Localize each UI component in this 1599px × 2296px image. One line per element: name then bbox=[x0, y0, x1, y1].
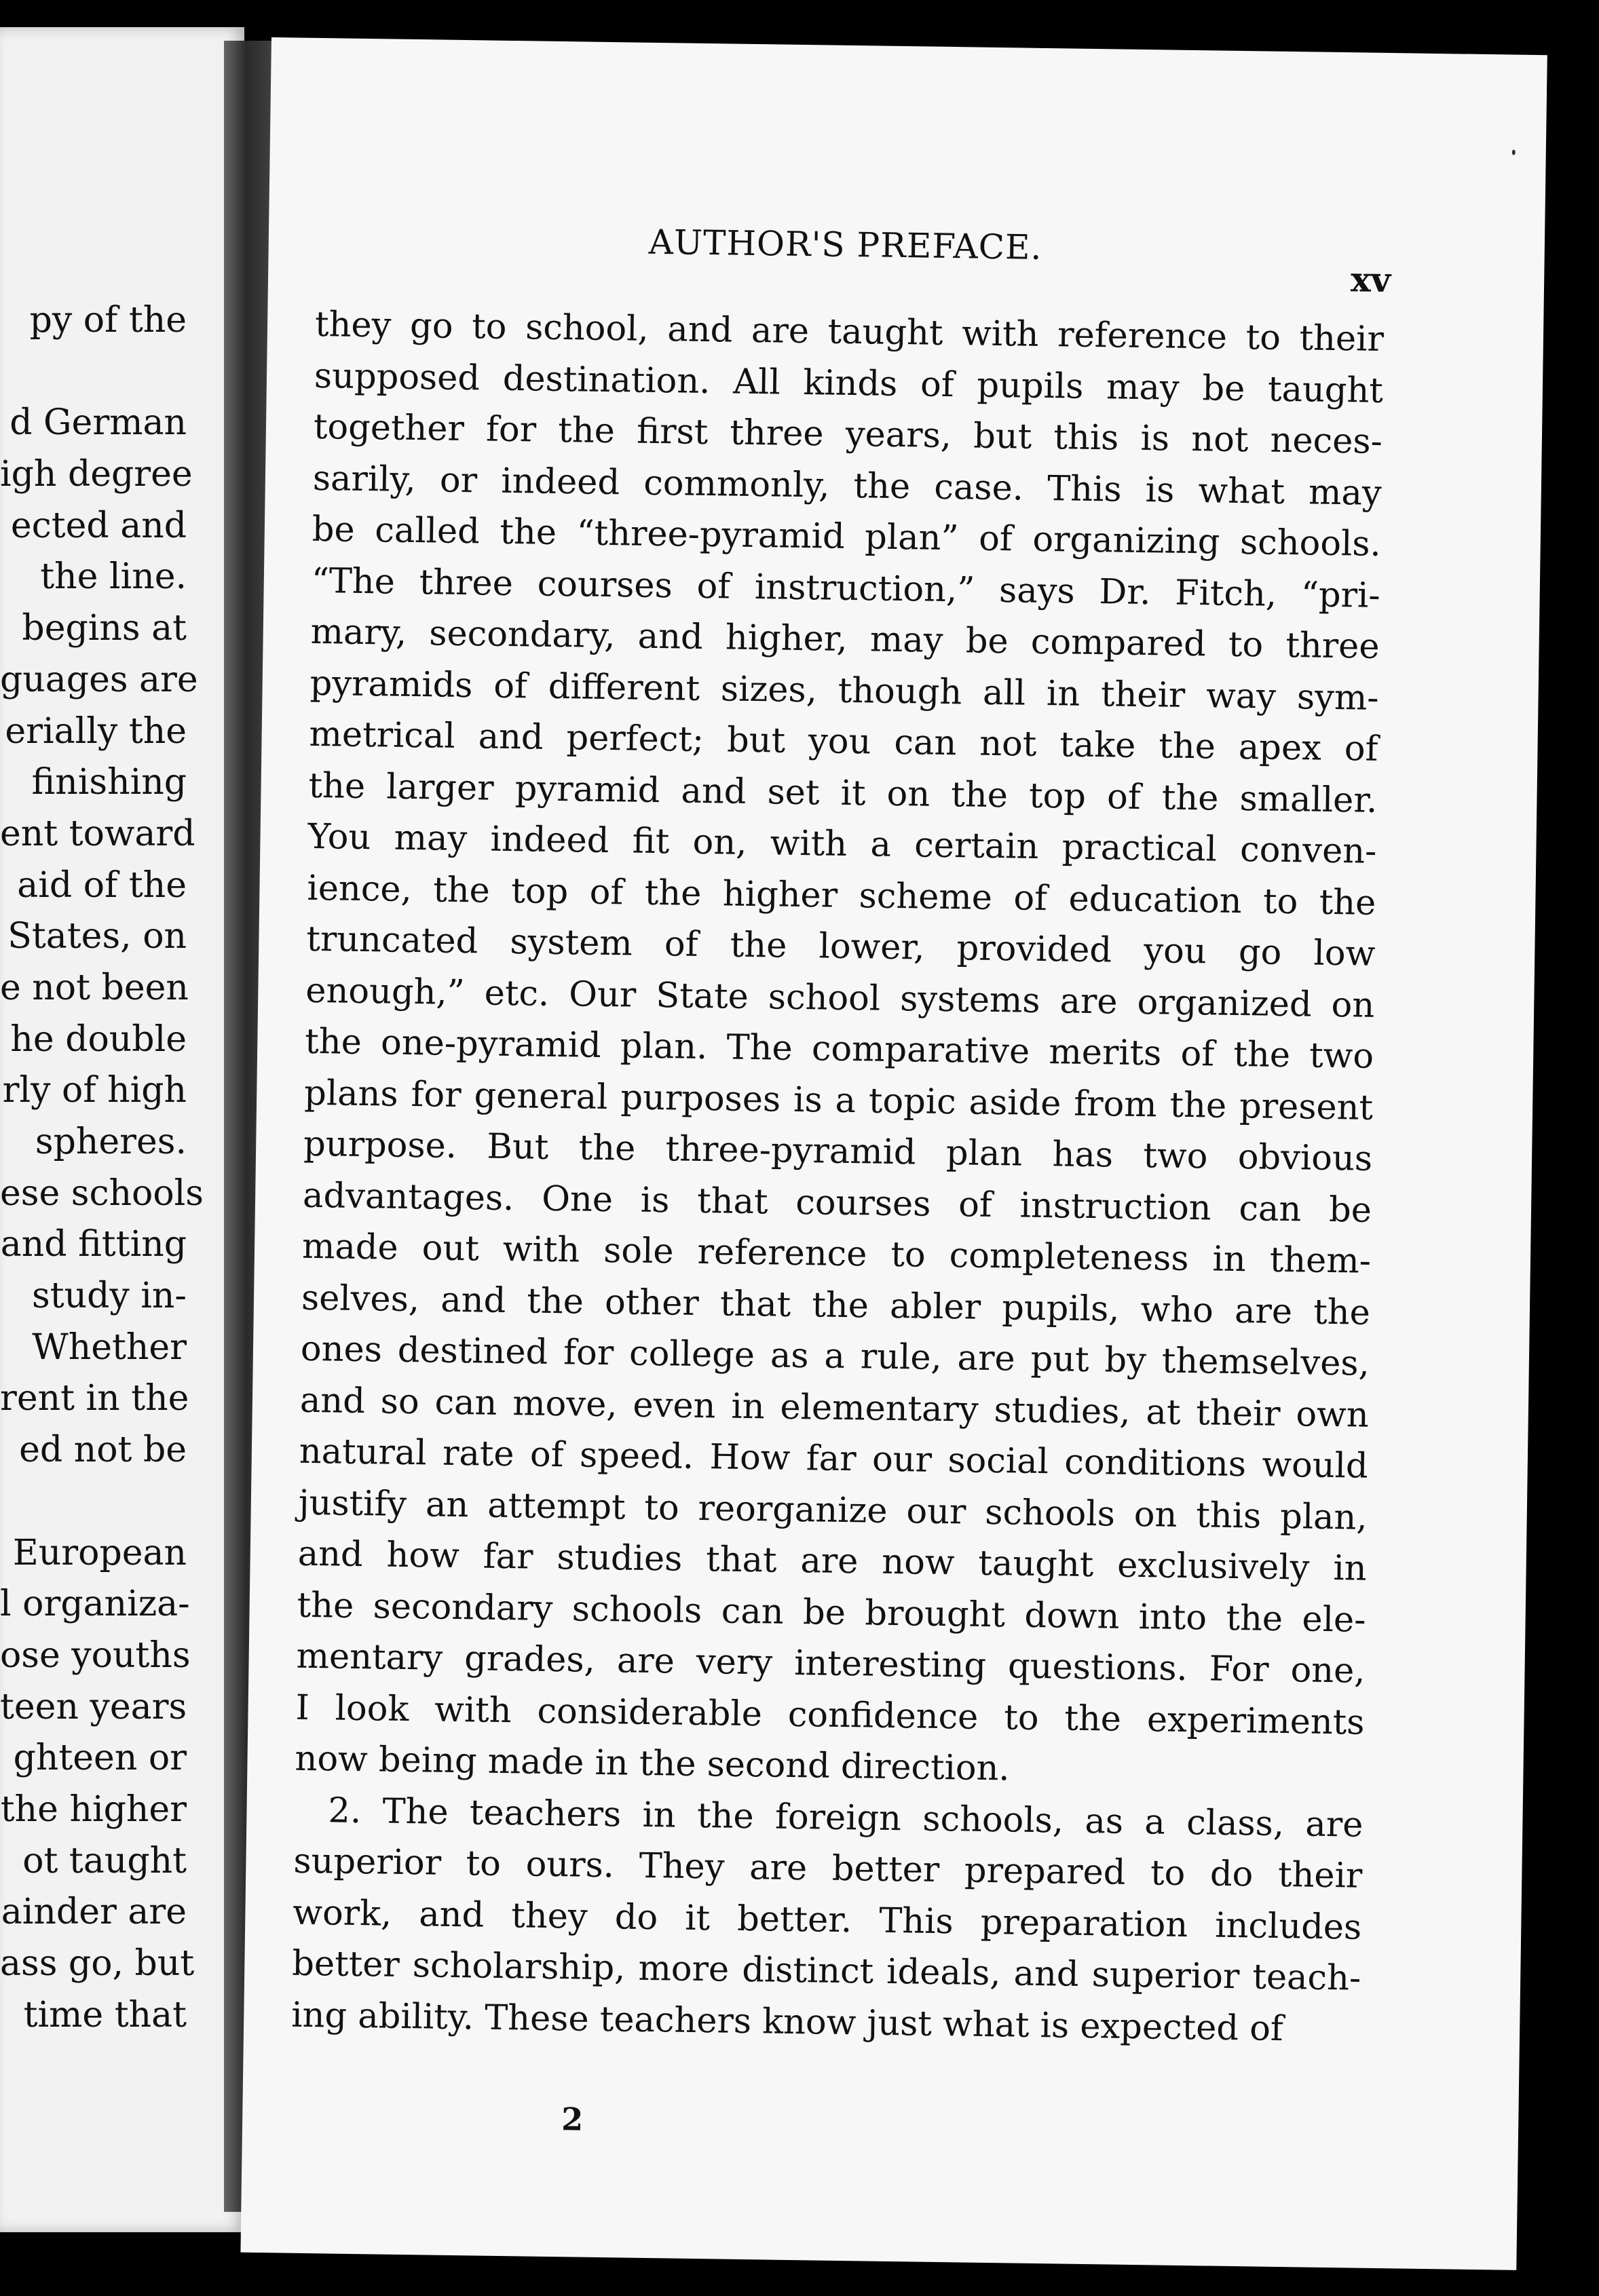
left-fragment-line: ot taught bbox=[22, 1840, 187, 1881]
left-fragment-line: European bbox=[12, 1532, 187, 1573]
text-line: justify an attempt to reorganize our schools on this plan, bbox=[298, 1482, 1368, 1538]
left-fragment-line: ass go, but bbox=[0, 1943, 195, 1984]
text-line: and how far studies that are now taught exclusively in bbox=[297, 1533, 1368, 1589]
text-line: superior to ours. They are better prepared to do their bbox=[293, 1841, 1363, 1896]
left-fragment-line: ent toward bbox=[0, 813, 195, 854]
left-fragment-line: ainder are bbox=[1, 1892, 187, 1933]
text-line: now being made in the second direction. bbox=[295, 1738, 1011, 1789]
text-line: the secondary schools can be brought down into the ele- bbox=[297, 1585, 1366, 1641]
left-fragment-line: study in- bbox=[32, 1276, 187, 1317]
signature-mark: 2 bbox=[561, 2101, 584, 2138]
body-text bbox=[291, 299, 1385, 2056]
text-line: I look with considerable confidence to the experiments bbox=[295, 1687, 1365, 1743]
left-fragment-line: ected and bbox=[10, 505, 187, 546]
text-line: truncated system of the lower, provided you go low bbox=[306, 919, 1376, 974]
left-fragment-line: py of the bbox=[29, 300, 187, 341]
left-fragment-line: guages are bbox=[0, 659, 198, 700]
text-line: ing ability. These teachers know just what is expected of bbox=[290, 1995, 1284, 2049]
text-line: natural rate of speed. How far our social conditions would bbox=[299, 1431, 1369, 1487]
left-fragment-line: ose youths bbox=[0, 1634, 191, 1676]
left-fragment-line: he double bbox=[10, 1018, 187, 1060]
text-line: made out with sole reference to completeness in them- bbox=[301, 1226, 1372, 1282]
text-line: pyramids of different sizes, though all in their way sym- bbox=[309, 663, 1379, 719]
text-line: ones destined for college as a rule, are put by themselves, bbox=[300, 1328, 1370, 1384]
text-line: metrical and perfect; but you can not take the apex of bbox=[309, 714, 1378, 769]
left-fragment-line: ed not be bbox=[19, 1430, 187, 1471]
text-line: ience, the top of the higher scheme of education to the bbox=[307, 868, 1376, 923]
left-fragment-line: rent in the bbox=[0, 1378, 189, 1419]
page-number: xv bbox=[1350, 259, 1391, 301]
text-line: plans for general purposes is a topic aside from the present bbox=[303, 1073, 1374, 1128]
text-line: advantages. One is that courses of instruction can be bbox=[302, 1175, 1372, 1231]
left-fragment-line: time that bbox=[23, 1994, 187, 2035]
text-line: You may indeed fit on, with a certain practical conven- bbox=[307, 816, 1377, 872]
text-line: be called the “three-pyramid plan” of organizing schools. bbox=[312, 509, 1382, 565]
text-line: purpose. But the three-pyramid plan has two obvious bbox=[303, 1124, 1373, 1179]
left-fragment-line bbox=[0, 347, 187, 398]
left-fragment-line: the higher bbox=[0, 1788, 187, 1830]
text-line: supposed destination. All kinds of pupils may be taught bbox=[314, 356, 1384, 411]
left-fragment-line: erially the bbox=[5, 710, 187, 752]
text-line: 2. The teachers in the foreign schools, as a class, are bbox=[328, 1790, 1363, 1845]
text-line: they go to school, and are taught with reference to their bbox=[314, 304, 1385, 360]
left-fragment-line: Whether bbox=[32, 1326, 187, 1368]
text-line: the larger pyramid and set it on the top of the smaller. bbox=[308, 765, 1378, 821]
text-line: work, and they do it better. This preparation includes bbox=[293, 1892, 1362, 1948]
left-fragment-line: l organiza- bbox=[0, 1584, 190, 1625]
left-fragment-line: the line. bbox=[40, 556, 187, 598]
left-fragment-line: e not been bbox=[0, 967, 189, 1008]
text-line: the one-pyramid plan. The comparative merits of the two bbox=[304, 1021, 1374, 1077]
left-fragment-line: ese schools bbox=[0, 1172, 204, 1214]
left-fragment-line bbox=[0, 1476, 187, 1528]
left-fragment-line: aid of the bbox=[17, 864, 187, 906]
text-line: and so can move, even in elementary studies, at their own bbox=[299, 1380, 1370, 1436]
left-page-text bbox=[0, 295, 244, 2041]
text-line: enough,” etc. Our State school systems are organized on bbox=[305, 970, 1375, 1026]
left-fragment-line: rly of high bbox=[2, 1070, 187, 1111]
left-fragment-line: finishing bbox=[31, 762, 187, 803]
left-fragment-line: and fitting bbox=[0, 1224, 187, 1265]
right-page bbox=[240, 37, 1547, 2270]
text-line: together for the first three years, but this is not neces- bbox=[313, 406, 1383, 462]
running-head: AUTHOR'S PREFACE. bbox=[648, 222, 1042, 267]
left-fragment-line: spheres. bbox=[35, 1122, 187, 1162]
left-fragment-line: teen years bbox=[0, 1686, 187, 1727]
text-line: sarily, or indeed commonly, the case. This is what may bbox=[312, 458, 1382, 514]
left-page bbox=[0, 27, 244, 2232]
text-line: better scholarship, more distinct ideals, and superior teach- bbox=[291, 1943, 1361, 1999]
left-fragment-line: d German bbox=[10, 402, 187, 444]
left-fragment-line: States, on bbox=[7, 916, 187, 957]
text-line: mary, secondary, and higher, may be compared to three bbox=[310, 611, 1380, 667]
text-line: “The three courses of instruction,” says Dr. Fitch, “pri- bbox=[311, 560, 1380, 616]
text-line: selves, and the other that the abler pupils, who are the bbox=[301, 1278, 1371, 1333]
paper-speck bbox=[1512, 150, 1516, 155]
left-fragment-line: igh degree bbox=[0, 454, 193, 495]
left-fragment-line: begins at bbox=[22, 608, 187, 649]
text-line: mentary grades, are very interesting questions. For one, bbox=[296, 1636, 1366, 1691]
left-fragment-line: ghteen or bbox=[13, 1738, 187, 1779]
